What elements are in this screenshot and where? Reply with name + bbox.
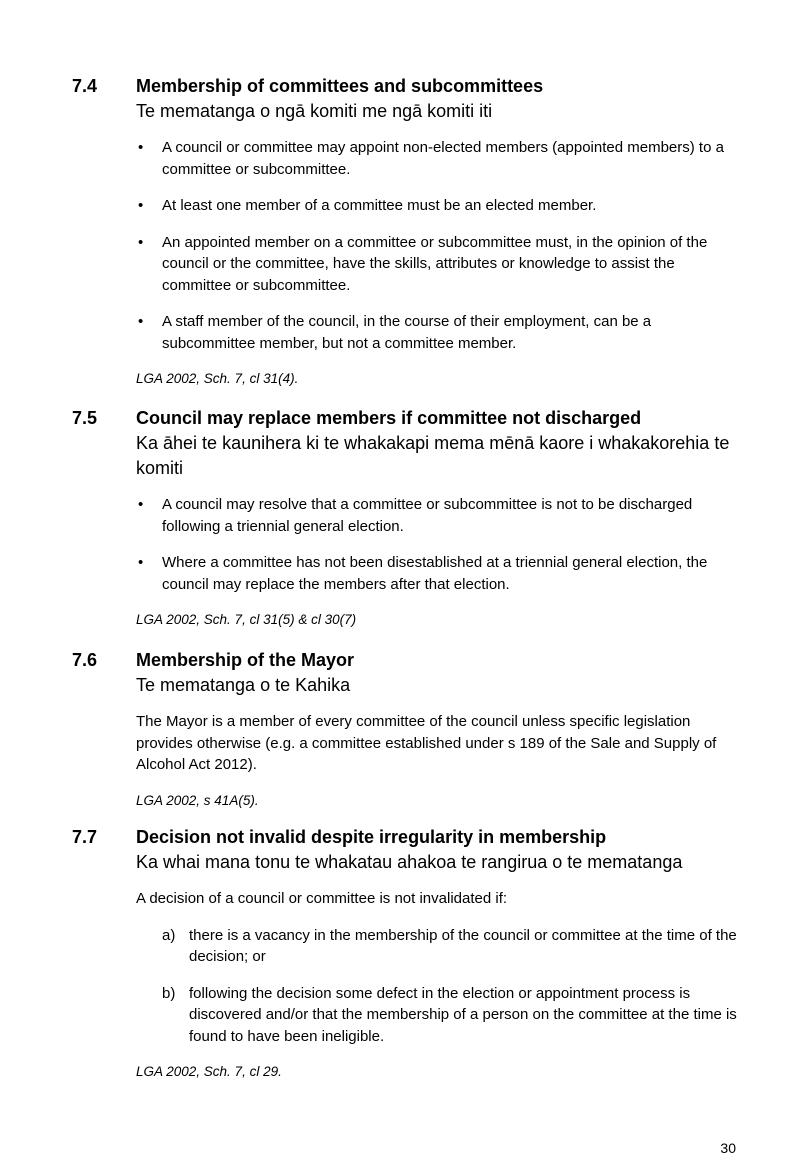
list-item-text: An appointed member on a committee or subcommittee must, in the opinion of the council or the committee, have the skills, attributes or knowledge to assist the committee or subcommittee. [162, 233, 708, 294]
bullet-icon: • [138, 313, 144, 330]
section-number: 7.5 [72, 408, 98, 428]
list-marker: a) [162, 926, 176, 944]
legislation-reference: LGA 2002, s 41A(5). [136, 792, 259, 808]
section-titles [136, 648, 742, 698]
section-titles [136, 74, 742, 124]
bullet-icon: • [138, 554, 144, 571]
bullet-icon: • [138, 139, 144, 156]
list-item [136, 925, 742, 968]
list-item-text: A council may resolve that a committee or subcommittee is not to be discharged following a triennial general election. [162, 496, 693, 535]
section-body [136, 137, 742, 388]
section-title: Council may replace members if committee not discharged [136, 408, 642, 428]
section-body [136, 711, 742, 810]
section-titles [136, 825, 742, 875]
section-number: 7.4 [72, 76, 98, 96]
section-heading [72, 406, 742, 481]
section-7-5 [72, 406, 742, 629]
list-item-text: A council or committee may appoint non-elected members (appointed members) to a committee or subcommittee. [162, 139, 724, 178]
section-7-4 [72, 74, 742, 388]
section-heading [72, 74, 742, 124]
section-heading [72, 825, 742, 875]
section-body [136, 888, 742, 1081]
lettered-list [136, 925, 742, 1048]
section-subtitle: Te mematanga o te Kahika [136, 675, 351, 695]
section-subtitle: Te mematanga o ngā komiti me ngā komiti iti [136, 101, 493, 121]
legislation-reference: LGA 2002, Sch. 7, cl 29. [136, 1064, 282, 1079]
list-item-text: following the decision some defect in the election or appointment process is discovered and/or that the membership of a person on the committee at the time is found to have been ineligible. [189, 984, 737, 1045]
section-number: 7.6 [72, 650, 98, 670]
list-marker: b) [162, 984, 176, 1002]
page-number: 30 [720, 1140, 736, 1156]
list-item [136, 983, 742, 1048]
section-7-6 [72, 648, 742, 810]
section-paragraph: A decision of a council or committee is not invalidated if: [136, 890, 508, 907]
bullet-list [136, 494, 742, 595]
section-subtitle: Ka āhei te kaunihera ki te whakakapi mema mēnā kaore i whakakorehia te komiti [136, 433, 730, 478]
list-item [136, 137, 742, 180]
list-item-text: Where a committee has not been disestablished at a triennial general election, the council may replace the members after that election. [162, 554, 708, 593]
section-7-7 [72, 825, 742, 1081]
list-item-text: A staff member of the council, in the course of their employment, can be a subcommittee member, but not a committee member. [162, 313, 652, 352]
section-body [136, 494, 742, 629]
legislation-reference: LGA 2002, Sch. 7, cl 31(4). [136, 371, 299, 386]
section-number: 7.7 [72, 827, 98, 847]
list-item [136, 552, 742, 595]
list-item [136, 494, 742, 537]
bullet-icon: • [138, 197, 144, 214]
section-titles [136, 406, 742, 481]
bullet-icon: • [138, 496, 144, 513]
section-title: Decision not invalid despite irregularity in membership [136, 827, 607, 847]
list-item [136, 195, 742, 217]
list-item-text: there is a vacancy in the membership of the council or committee at the time of the decision; or [189, 926, 737, 965]
section-subtitle: Ka whai mana tonu te whakatau ahakoa te rangirua o te mematanga [136, 852, 683, 872]
section-heading [72, 648, 742, 698]
section-title: Membership of the Mayor [136, 650, 355, 670]
list-item-text: At least one member of a committee must be an elected member. [162, 197, 597, 214]
bullet-list [136, 137, 742, 354]
list-item [136, 311, 742, 354]
bullet-icon: • [138, 233, 144, 251]
section-title: Membership of committees and subcommittees [136, 76, 544, 96]
list-item [136, 232, 742, 297]
legislation-reference: LGA 2002, Sch. 7, cl 31(5) & cl 30(7) [136, 612, 357, 627]
section-paragraph: The Mayor is a member of every committee of the council unless specific legislation provides otherwise (e.g. a committee established under s 189 of the Sale and Supply of Alcohol Act 2012). [136, 713, 717, 773]
